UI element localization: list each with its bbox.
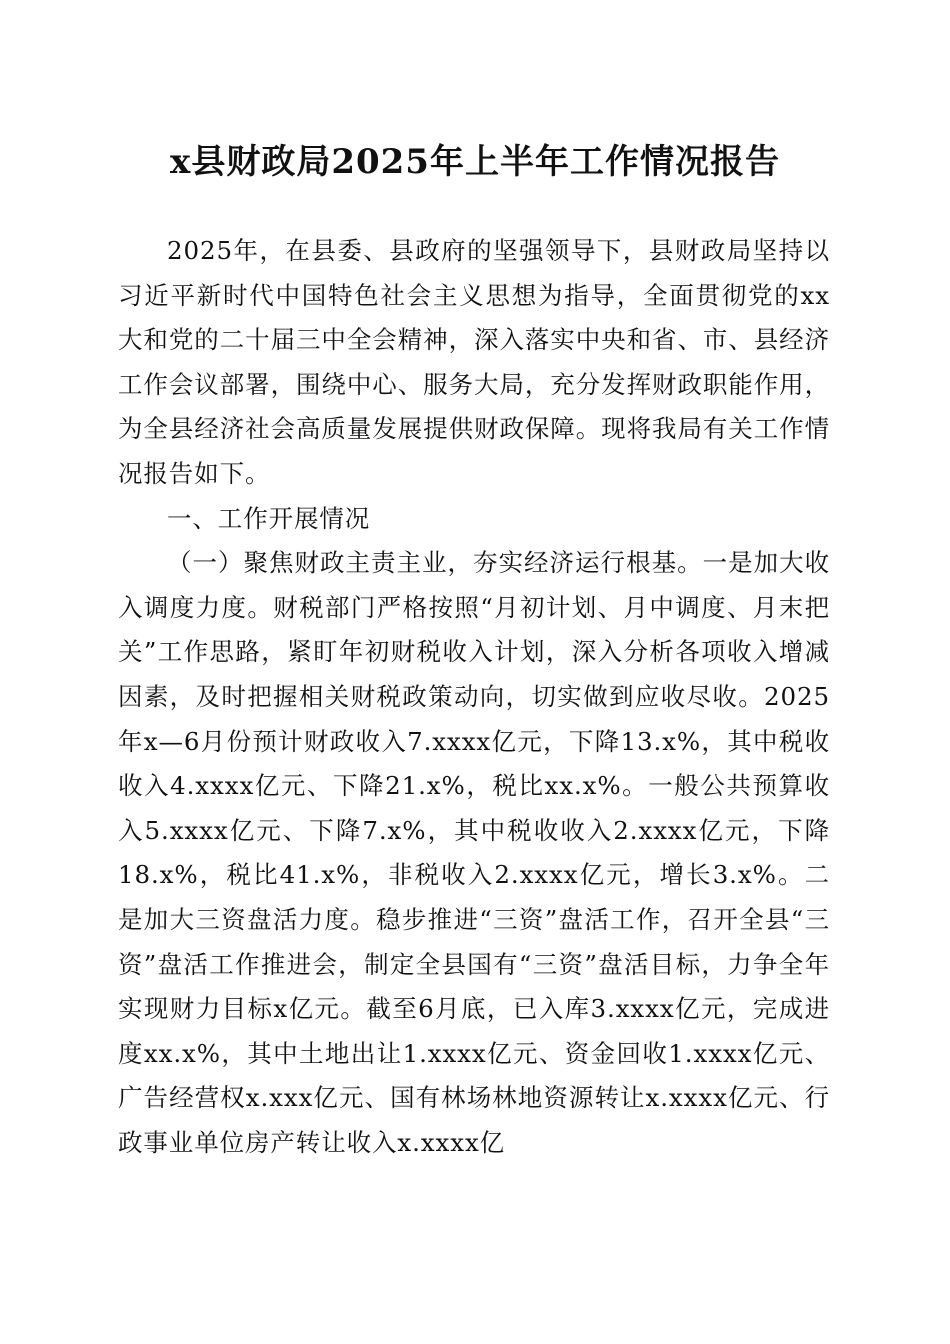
section-heading: 一、工作开展情况 xyxy=(167,503,371,533)
section-paragraph: （一）聚焦财政主责主业，夯实经济运行根基。一是加大收入调度力度。财税部门严格按照“月初计划、月中调度、月末把关”工作思路，紧盯年初财税收入计划，深入分析各项收入增减因素，及时把握相关财税政策动向，切实做到应收尽收。2025年x—6月份预计财政收入7.xxxx亿元，下降13.x%，其中税收收入4.xxxx亿元、下降21.x%，税比xx.x%。一般公共预算收入5.xxxx亿元、下降7.x%，其中税收收入2.xxxx亿元，下降18.x%，税比41.x%，非税收入2.xxxx亿元，增长3.x%。二是加大三资盘活力度。稳步推进“三资”盘活工作，召开全县“三资”盘活工作推进会，制定全县国有“三资”盘活目标，力争全年实现财力目标x亿元。截至6月底，已入库3.xxxx亿元，完成进度xx.x%，其中土地出让1.xxxx亿元、资金回收1.xxxx亿元、广告经营权x.xxx亿元、国有林场林地资源转让x.xxxx亿元、行政事业单位房产转让收入x.xxxx亿 xyxy=(118,548,830,1157)
document-title: x县财政局2025年上半年工作情况报告 xyxy=(170,142,780,182)
intro-paragraph: 2025年，在县委、县政府的坚强领导下，县财政局坚持以习近平新时代中国特色社会主义思想为指导，全面贯彻党的xx大和党的二十届三中全会精神，深入落实中央和省、市、县经济工作会议部署，围绕中心、服务大局，充分发挥财政职能作用，为全县经济社会高质量发展提供财政保障。现将我局有关工作情况报告如下。 xyxy=(118,236,830,488)
document-body xyxy=(118,229,830,1165)
